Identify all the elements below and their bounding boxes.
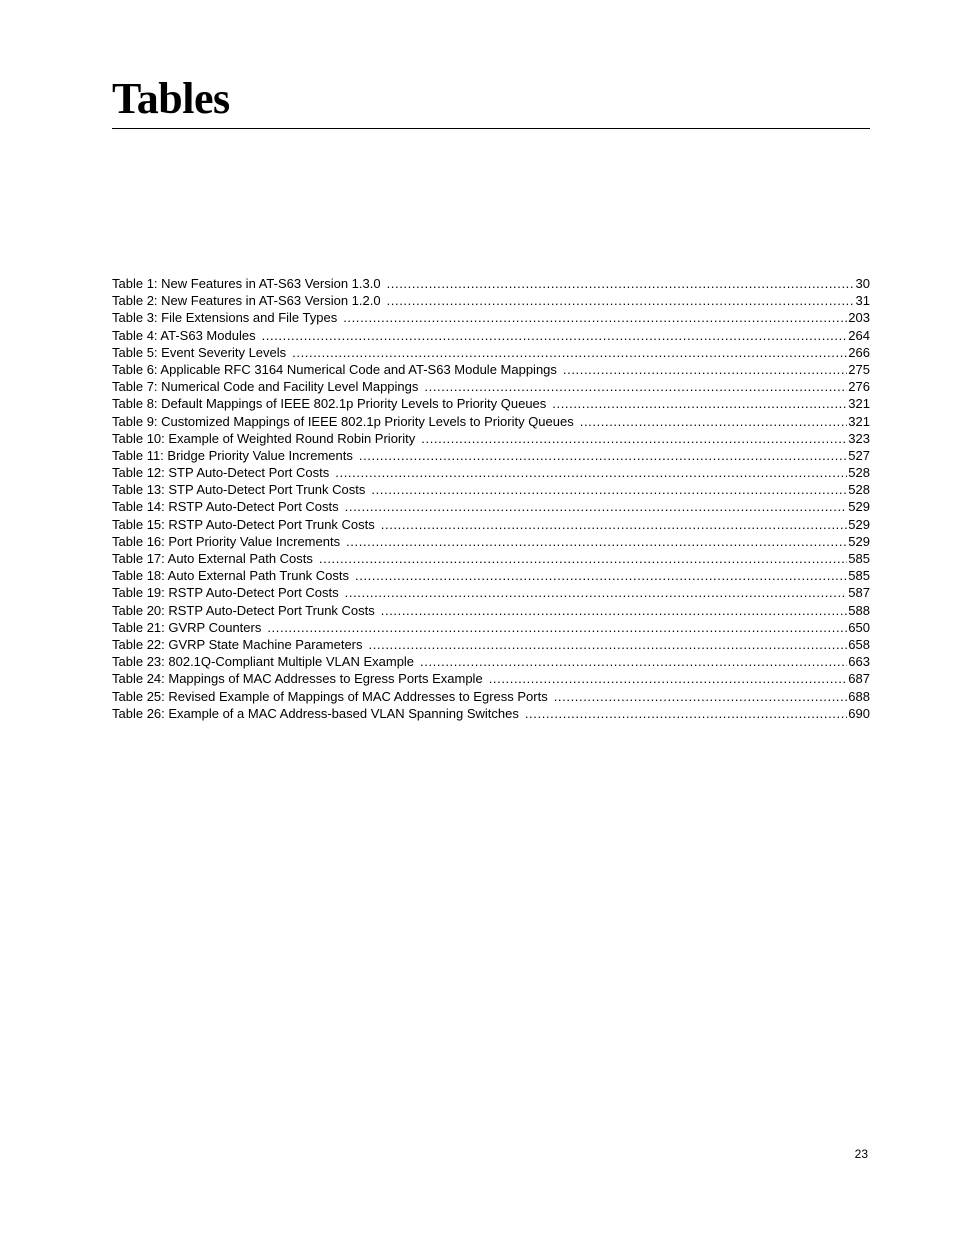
toc-entry-page[interactable]: 585 [848, 551, 870, 566]
toc-entry-page[interactable]: 321 [848, 396, 870, 412]
toc-entry[interactable] [112, 533, 870, 550]
toc-entry-label[interactable]: Table 24: Mappings of MAC Addresses to Egress Ports Example [112, 671, 483, 687]
toc-entry-page[interactable]: 690 [848, 705, 870, 721]
toc-entry-page[interactable]: 527 [848, 447, 870, 463]
toc-entry-label[interactable]: Table 4: AT-S63 Modules [112, 327, 256, 343]
table-of-tables [112, 275, 870, 722]
toc-entry-label[interactable]: Table 23: 802.1Q-Compliant Multiple VLAN Example [112, 654, 415, 670]
toc-dot-leader [381, 602, 848, 619]
toc-entry[interactable] [112, 309, 870, 326]
toc-dot-leader [554, 688, 848, 705]
toc-dot-leader [421, 430, 847, 447]
toc-entry[interactable] [112, 602, 870, 619]
toc-dot-leader [292, 344, 847, 361]
toc-entry-page[interactable]: 31 [855, 293, 870, 309]
toc-entry-page[interactable]: 529 [848, 499, 870, 515]
toc-entry-label[interactable]: Table 18: Auto External Path Trunk Costs [112, 568, 350, 584]
toc-entry[interactable] [112, 705, 870, 722]
toc-dot-leader [355, 567, 847, 584]
toc-entry-page[interactable]: 275 [848, 361, 870, 377]
toc-entry-label[interactable]: Table 14: RSTP Auto-Detect Port Costs [112, 499, 339, 515]
toc-entry-label[interactable]: Table 7: Numerical Code and Facility Level Mappings [112, 379, 419, 395]
toc-entry-label[interactable]: Table 9: Customized Mappings of IEEE 802.1p Priority Levels to Priority Queues [112, 413, 574, 429]
toc-entry-label[interactable]: Table 22: GVRP State Machine Parameters [112, 636, 363, 652]
toc-dot-leader [343, 309, 847, 326]
toc-dot-leader [267, 619, 847, 636]
toc-entry-label[interactable]: Table 21: GVRP Counters [112, 619, 262, 635]
toc-entry[interactable] [112, 550, 870, 567]
toc-entry-label[interactable]: Table 26: Example of a MAC Address-based VLAN Spanning Switches [112, 705, 519, 721]
toc-dot-leader [580, 413, 848, 430]
toc-entry-label[interactable]: Table 12: STP Auto-Detect Port Costs [112, 465, 330, 481]
page-title: Tables [112, 74, 230, 123]
toc-dot-leader [381, 516, 848, 533]
toc-entry-label[interactable]: Table 6: Applicable RFC 3164 Numerical Code and AT-S63 Module Mappings [112, 361, 557, 377]
toc-entry-page[interactable]: 203 [848, 310, 870, 326]
toc-entry[interactable] [112, 275, 870, 292]
toc-entry-label[interactable]: Table 17: Auto External Path Costs [112, 551, 313, 566]
toc-entry-label[interactable]: Table 10: Example of Weighted Round Robin Priority [112, 430, 416, 446]
toc-entry-page[interactable]: 323 [848, 430, 870, 446]
toc-entry-label[interactable]: Table 20: RSTP Auto-Detect Port Trunk Costs [112, 602, 375, 618]
toc-entry-label[interactable]: Table 16: Port Priority Value Increments [112, 533, 341, 549]
toc-entry[interactable] [112, 636, 870, 653]
toc-entry[interactable] [112, 567, 870, 584]
toc-entry[interactable] [112, 516, 870, 533]
toc-dot-leader [369, 636, 848, 653]
toc-dot-leader [319, 550, 847, 567]
toc-entry[interactable] [112, 619, 870, 636]
toc-entry-page[interactable]: 585 [848, 568, 870, 584]
toc-dot-leader [335, 464, 847, 481]
toc-entry[interactable] [112, 688, 870, 705]
toc-entry-page[interactable]: 321 [848, 413, 870, 429]
toc-entry-page[interactable]: 276 [848, 379, 870, 395]
toc-entry-label[interactable]: Table 25: Revised Example of Mappings of MAC Addresses to Egress Ports [112, 688, 548, 704]
toc-dot-leader [262, 327, 848, 344]
toc-dot-leader [346, 533, 847, 550]
toc-entry-label[interactable]: Table 3: File Extensions and File Types [112, 310, 338, 326]
toc-dot-leader [371, 481, 847, 498]
toc-entry-page[interactable]: 266 [848, 344, 870, 360]
toc-dot-leader [420, 653, 847, 670]
toc-entry-page[interactable]: 588 [848, 602, 870, 618]
toc-entry-label[interactable]: Table 13: STP Auto-Detect Port Trunk Costs [112, 482, 366, 498]
toc-dot-leader [359, 447, 847, 464]
page-number: 23 [854, 1147, 868, 1161]
toc-entry-page[interactable]: 687 [848, 671, 870, 687]
toc-entry[interactable] [112, 292, 870, 309]
title-rule [112, 128, 870, 129]
toc-entry-label[interactable]: Table 1: New Features in AT-S63 Version 1.3.0 [112, 276, 381, 291]
toc-entry-page[interactable]: 663 [848, 654, 870, 670]
toc-entry-page[interactable]: 528 [848, 482, 870, 498]
toc-dot-leader [563, 361, 847, 378]
toc-entry-page[interactable]: 658 [848, 636, 870, 652]
toc-entry-label[interactable]: Table 2: New Features in AT-S63 Version 1.2.0 [112, 293, 381, 309]
toc-entry-label[interactable]: Table 15: RSTP Auto-Detect Port Trunk Costs [112, 516, 375, 532]
toc-entry-page[interactable]: 587 [848, 585, 870, 601]
toc-dot-leader [552, 395, 847, 412]
toc-entry[interactable] [112, 481, 870, 498]
toc-entry-page[interactable]: 650 [848, 619, 870, 635]
toc-entry[interactable] [112, 413, 870, 430]
toc-entry-page[interactable]: 529 [848, 533, 870, 549]
toc-dot-leader [387, 275, 855, 292]
toc-entry-page[interactable]: 264 [848, 327, 870, 343]
toc-entry[interactable] [112, 464, 870, 481]
toc-entry-page[interactable]: 688 [848, 688, 870, 704]
toc-entry[interactable] [112, 447, 870, 464]
toc-entry-label[interactable]: Table 11: Bridge Priority Value Increments [112, 447, 353, 463]
toc-entry[interactable] [112, 430, 870, 447]
toc-dot-leader [387, 292, 855, 309]
toc-dot-leader [345, 584, 848, 601]
toc-dot-leader [489, 670, 848, 687]
toc-entry-label[interactable]: Table 19: RSTP Auto-Detect Port Costs [112, 585, 339, 601]
toc-entry[interactable] [112, 395, 870, 412]
toc-entry[interactable] [112, 344, 870, 361]
toc-dot-leader [424, 378, 847, 395]
toc-entry[interactable] [112, 361, 870, 378]
toc-entry[interactable] [112, 498, 870, 515]
toc-entry-label[interactable]: Table 8: Default Mappings of IEEE 802.1p Priority Levels to Priority Queues [112, 396, 547, 412]
toc-entry[interactable] [112, 327, 870, 344]
toc-entry-page[interactable]: 528 [848, 465, 870, 481]
toc-entry[interactable] [112, 653, 870, 670]
toc-dot-leader [525, 705, 847, 722]
toc-entry-page[interactable]: 30 [855, 276, 870, 291]
toc-entry[interactable] [112, 378, 870, 395]
toc-entry[interactable] [112, 584, 870, 601]
toc-entry-label[interactable]: Table 5: Event Severity Levels [112, 344, 287, 360]
toc-entry[interactable] [112, 670, 870, 687]
toc-dot-leader [345, 498, 848, 515]
toc-entry-page[interactable]: 529 [848, 516, 870, 532]
